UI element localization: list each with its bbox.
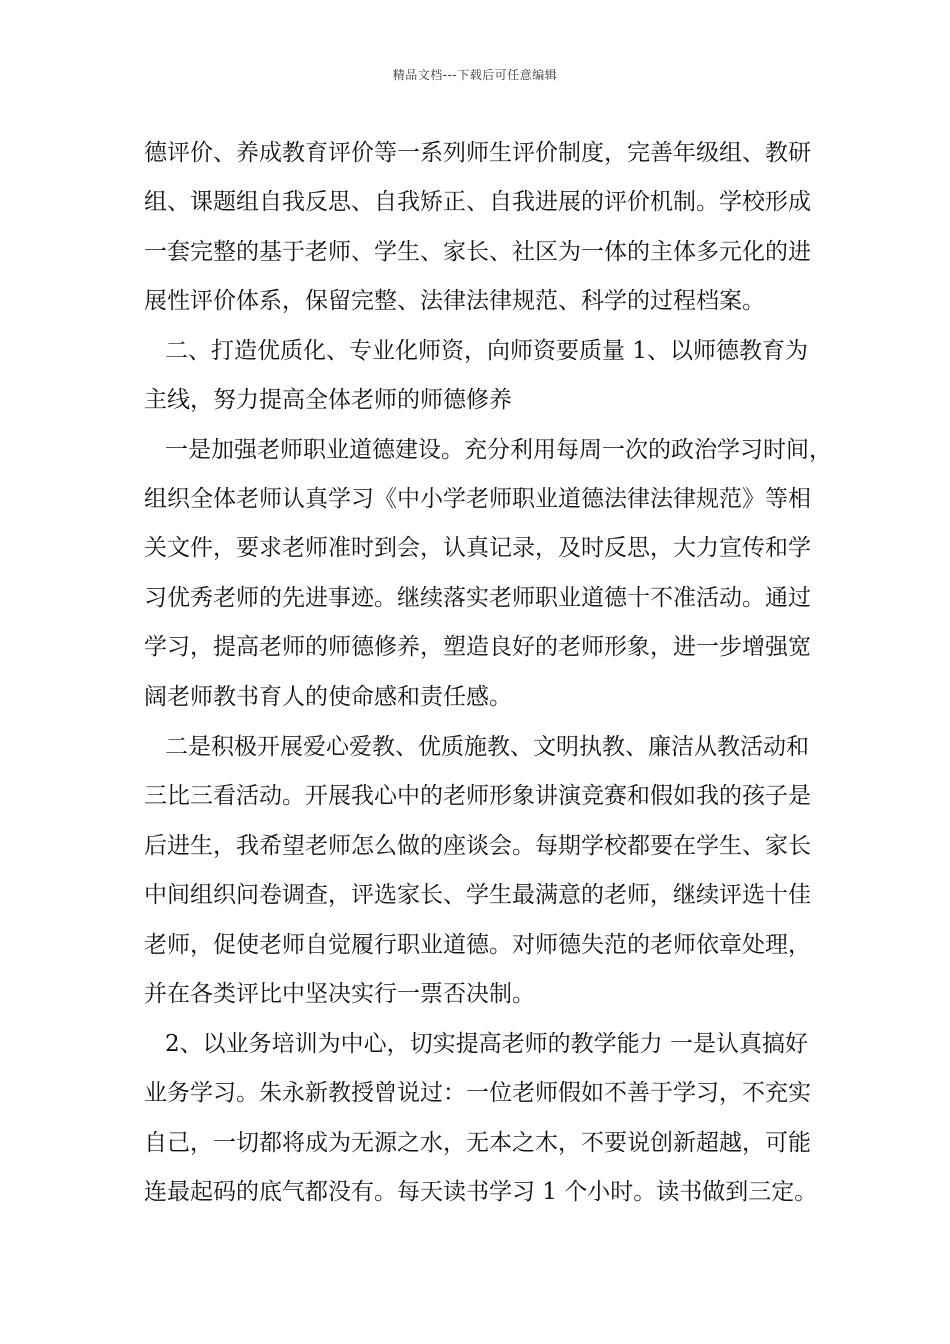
- text-line: 组、课题组自我反思、自我矫正、自我进展的评价机制。学校形成: [144, 189, 811, 215]
- paragraph-start-line: 二是积极开展爱心爱教、优质施教、文明执教、廉洁从教活动和: [165, 734, 809, 760]
- text-line: 关文件，要求老师准时到会，认真记录，及时反思，大力宣传和学: [144, 535, 811, 561]
- text-line: 中间组织问卷调查，评选家长、学生最满意的老师，继续评选十佳: [144, 882, 811, 908]
- text-line: 老师，促使老师自觉履行职业道德。对师德失范的老师依章处理，: [144, 932, 811, 958]
- paragraph-start-line: 2、以业务培训为中心，切实提高老师的教学能力 一是认真搞好: [165, 1031, 808, 1057]
- text-line: 自己，一切都将成为无源之水，无本之木，不要说创新超越，可能: [144, 1130, 811, 1156]
- text-line: 并在各类评比中坚决实行一票否决制。: [144, 981, 535, 1007]
- page-header: 精品文档---下载后可任意编辑: [392, 68, 558, 82]
- paragraph-start-line: 一是加强老师职业道德建设。充分利用每周一次的政治学习时间，: [165, 437, 832, 463]
- text-line: 德评价、养成教育评价等一系列师生评价制度，完善年级组、教研: [144, 140, 811, 166]
- paragraph-start-line: 二、打造优质化、专业化师资，向师资要质量 1、以师德教育为: [165, 338, 808, 364]
- text-line: 三比三看活动。开展我心中的老师形象讲演竞赛和假如我的孩子是: [144, 783, 811, 809]
- text-line: 主线，努力提高全体老师的师德修养: [144, 387, 512, 413]
- text-line: 习优秀老师的先进事迹。继续落实老师职业道德十不准活动。通过: [144, 585, 811, 611]
- text-line: 一套完整的基于老师、学生、家长、社区为一体的主体多元化的进: [144, 239, 811, 265]
- text-line: 业务学习。朱永新教授曾说过：一位老师假如不善于学习，不充实: [144, 1080, 811, 1106]
- text-line: 连最起码的底气都没有。每天读书学习 1 个小时。读书做到三定。: [144, 1179, 818, 1205]
- text-line: 组织全体老师认真学习《中小学老师职业道德法律法律规范》等相: [144, 486, 811, 512]
- text-line: 学习，提高老师的师德修养，塑造良好的老师形象，进一步增强宽: [144, 634, 811, 660]
- text-line: 后进生，我希望老师怎么做的座谈会。每期学校都要在学生、家长: [144, 833, 811, 859]
- text-line: 阔老师教书育人的使命感和责任感。: [144, 684, 512, 710]
- text-line: 展性评价体系，保留完整、法律法律规范、科学的过程档案。: [144, 288, 765, 314]
